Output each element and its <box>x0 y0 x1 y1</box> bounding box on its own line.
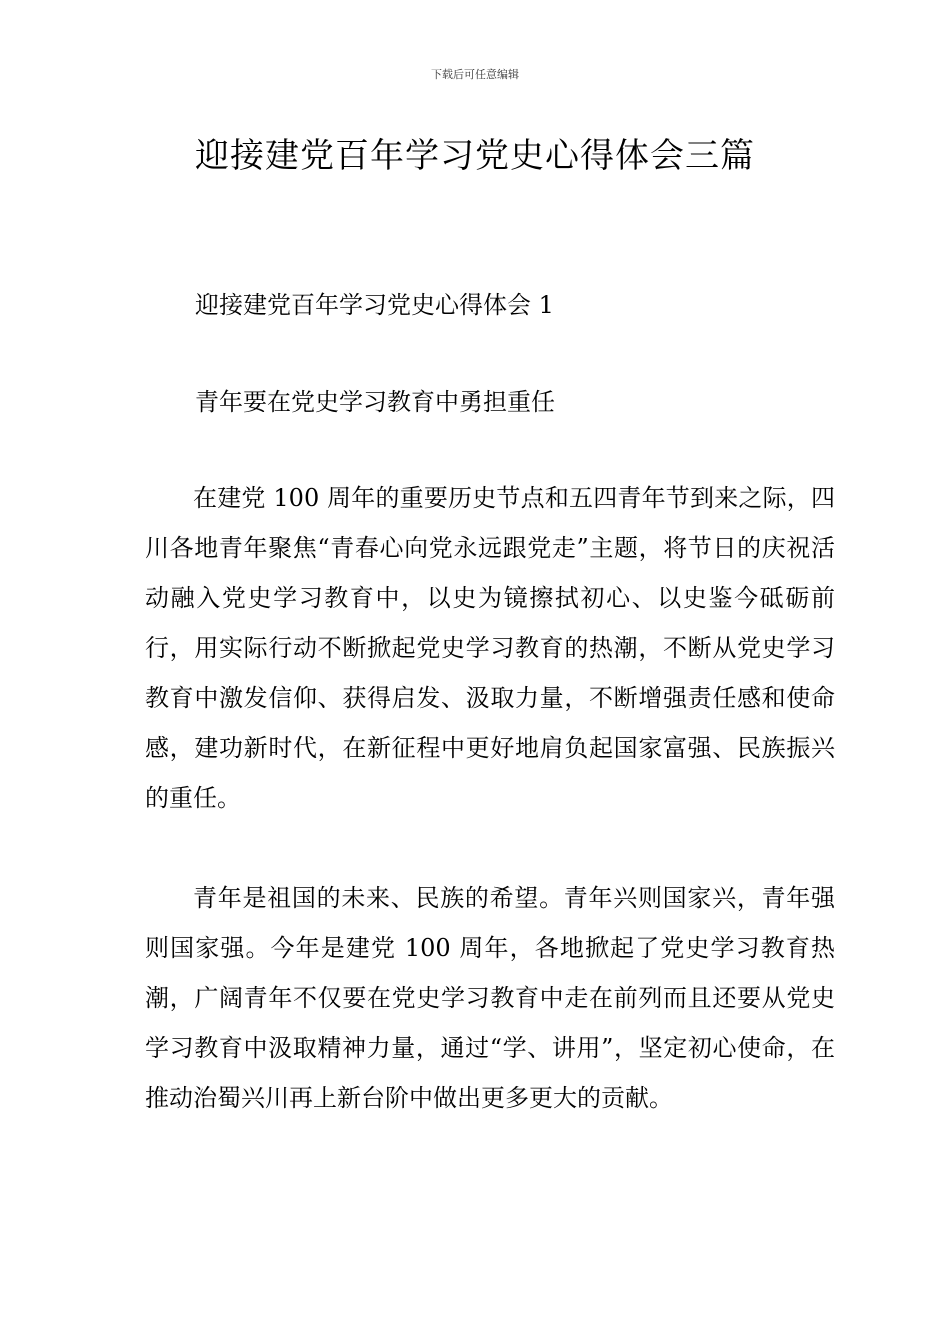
body-paragraph-1: 在建党 100 周年的重要历史节点和五四青年节到来之际，四川各地青年聚焦“青春心向党永远跟党走”主题，将节日的庆祝活动融入党史学习教育中，以史为镜擦拭初心、以史鉴今砥砺前行，用实际行动不断掀起党史学习教育的热潮，不断从党史学习教育中激发信仰、获得启发、汲取力量，不断增强责任感和使命感，建功新时代，在新征程中更好地肩负起国家富强、民族振兴的重任。 <box>145 484 835 812</box>
document-title: 迎接建党百年学习党史心得体会三篇 <box>195 136 755 176</box>
section-heading: 迎接建党百年学习党史心得体会 1 <box>195 291 554 319</box>
article-title: 青年要在党史学习教育中勇担重任 <box>195 388 555 416</box>
body-paragraph-2: 青年是祖国的未来、民族的希望。青年兴则国家兴，青年强则国家强。今年是建党 100 周年，各地掀起了党史学习教育热潮，广阔青年不仅要在党史学习教育中走在前列而且还要从党史学习教育中汲取精神力量，通过“学、讲用”，坚定初心使命，在推动治蜀兴川再上新台阶中做出更多更大的贡献。 <box>145 884 835 1112</box>
editable-notice: 下载后可任意编辑 <box>431 68 519 81</box>
